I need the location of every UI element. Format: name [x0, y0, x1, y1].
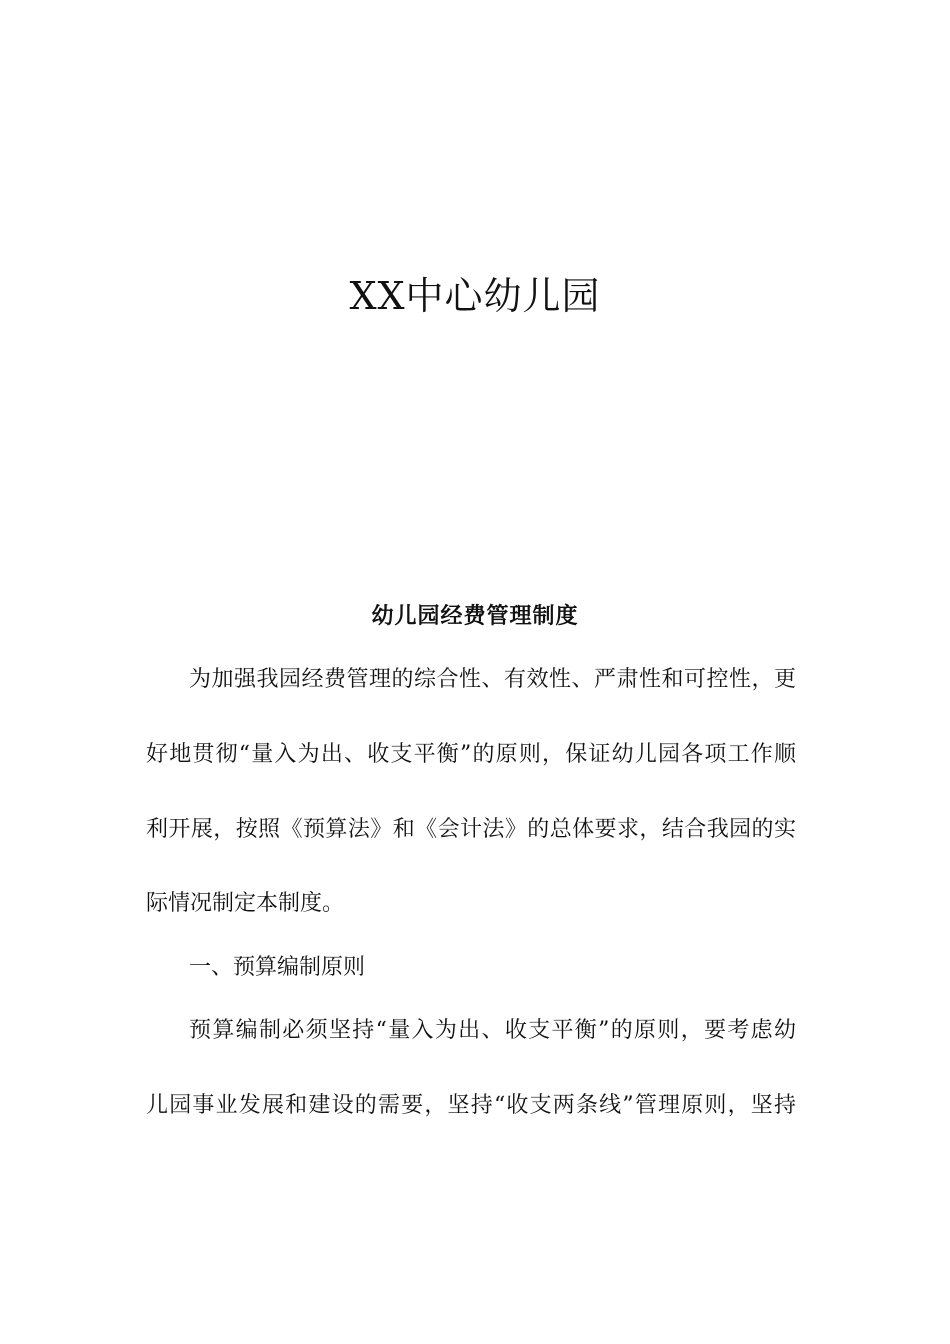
paragraph-line: 利开展，按照《预算法》和《会计法》的总体要求，结合我园的实	[146, 817, 796, 842]
document-title: 幼儿园经费管理制度	[371, 603, 579, 629]
paragraph-line: 好地贯彻“量入为出、收支平衡”的原则，保证幼儿园各项工作顺	[146, 742, 796, 767]
cover-title: XX中心幼儿园	[349, 274, 601, 318]
section-heading: 一、预算编制原则	[189, 955, 366, 980]
paragraph-line: 际情况制定本制度。	[146, 891, 345, 916]
paragraph-line: 预算编制必须坚持“量入为出、收支平衡”的原则，要考虑幼	[189, 1018, 796, 1043]
paragraph-line: 为加强我园经费管理的综合性、有效性、严肃性和可控性，更	[189, 667, 796, 692]
paragraph-line: 儿园事业发展和建设的需要，坚持“收支两条线”管理原则，坚持	[146, 1093, 796, 1118]
